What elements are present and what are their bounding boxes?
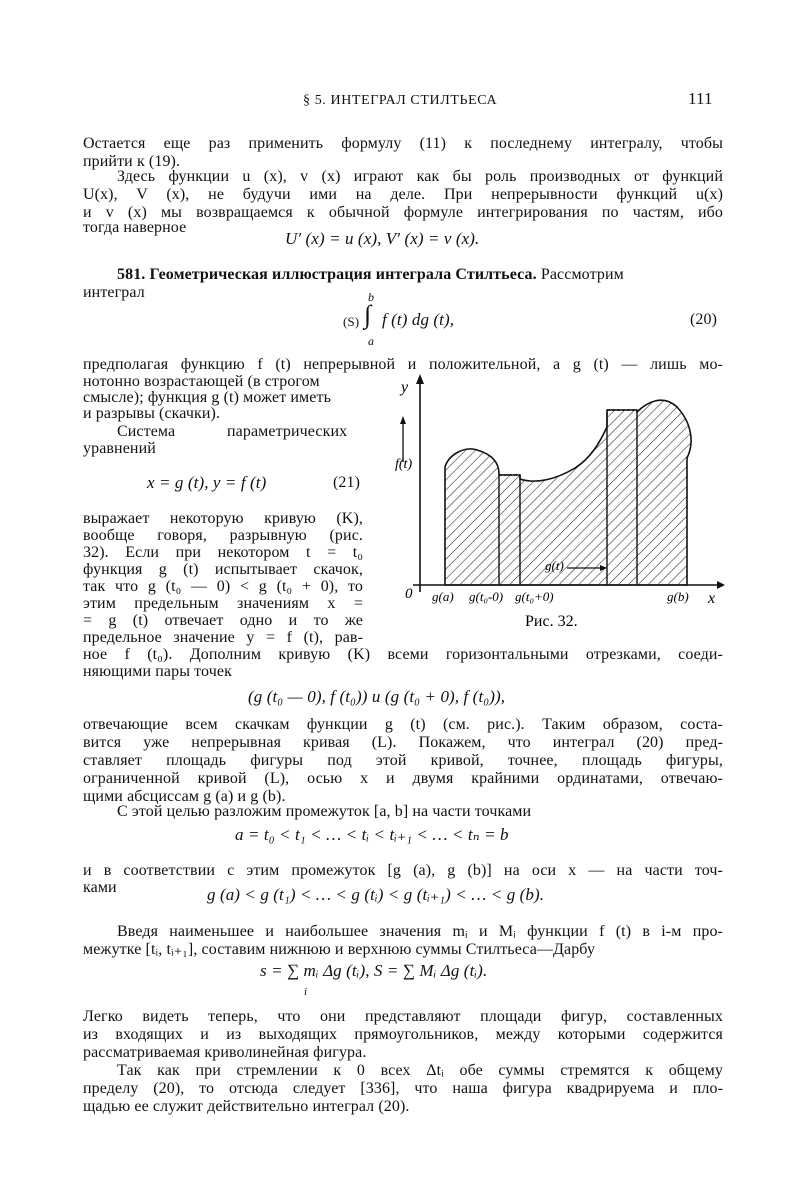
text-line: межутке [tᵢ, tᵢ₊₁], составим нижнюю и верхнюю суммы Стилтьеса—Дарбу: [83, 941, 596, 958]
formula-sums: s = ∑ mᵢ Δg (tᵢ), S = ∑ Mᵢ Δg (tᵢ).: [260, 961, 488, 980]
section-heading-rest: Рассмотрим: [540, 266, 624, 283]
formula-derivatives: U′ (x) = u (x), V′ (x) = v (x).: [285, 229, 480, 248]
integral-lower-limit: a: [368, 334, 375, 348]
formula-pairs: (g (t₀ — 0), f (t₀)) и (g (t₀ + 0), f (t₀)),: [248, 687, 506, 706]
section-number: 581.: [117, 266, 146, 283]
text-line: параметрических: [227, 423, 348, 440]
formula-20-number: (20): [690, 311, 718, 328]
text-line: щими абсциссам g (a) и g (b).: [83, 788, 286, 805]
text-line: вообще говоря, разрывную (рис.: [83, 527, 363, 544]
text-line: няющими пары точек: [83, 663, 232, 680]
text-line: Система: [117, 423, 176, 440]
x-axis-arrow: [717, 581, 725, 589]
text-line: 32). Если при некотором t = t₀: [83, 544, 363, 561]
text-line: пределу (20), то отсюда следует [336], что наша фигура квадрируема и пло-: [83, 1080, 723, 1097]
figure-32: [395, 372, 725, 660]
text-line: уравнений: [83, 440, 156, 457]
text-line: предполагая функцию f (t) непрерывной и положительной, а g (t) — лишь мо-: [83, 356, 723, 373]
x-axis-label: x: [708, 590, 716, 607]
text-line: нотонно возрастающей (в строгом: [83, 373, 320, 390]
text-line: и в соответствии с этим промежуток [g (a), g (b)] на оси x — на части точ-: [83, 862, 723, 879]
text-line: ограниченной кривой (L), осью x и двумя крайними ординатами, отвечаю-: [83, 770, 723, 787]
formula-21-number: (21): [333, 474, 361, 491]
text-line: щадью ее служит действительно интеграл (20).: [83, 1098, 410, 1115]
text-line: вится уже непрерывная кривая (L). Покажем, что интеграл (20) пред-: [83, 734, 723, 751]
page-number: 111: [688, 89, 713, 108]
formula-20-body: f (t) dg (t),: [382, 310, 455, 329]
text-line: ками: [83, 879, 117, 896]
running-header: § 5. ИНТЕГРАЛ СТИЛТЬЕСА: [303, 93, 498, 108]
origin-label: 0: [405, 586, 413, 602]
text-line: выражает некоторую кривую (K),: [83, 510, 363, 527]
formula-partition: a = t₀ < t₁ < … < tᵢ < tᵢ₊₁ < … < tₙ = b: [235, 825, 509, 844]
formula-21: x = g (t), y = f (t): [147, 473, 267, 492]
area-under-curve: [445, 400, 691, 585]
integral-sign: ∫: [364, 300, 372, 329]
text-line: отвечающие всем скачкам функции g (t) (см. рис.). Таким образом, соста-: [83, 716, 723, 733]
formula-sums-index: i: [304, 986, 308, 998]
tick-label-gb: g(b): [667, 589, 689, 604]
text-line: этим предельным значениям x =: [83, 595, 363, 612]
tick-label-gt0-minus: g(t₀-0): [469, 589, 504, 604]
integral-upper-limit: b: [368, 290, 375, 304]
text-line: = g (t) отвечает одно и то же: [83, 612, 363, 629]
text-line: ное f (t₀). Дополним кривую (K) всеми горизонтальными отрезками, соеди-: [83, 646, 723, 663]
text-line: смысле); функция g (t) может иметь: [83, 389, 331, 406]
section-title: Геометрическая иллюстрация интеграла Стилтьеса.: [149, 266, 537, 283]
y-axis-label: y: [401, 379, 409, 396]
figure-caption: Рис. 32.: [525, 613, 578, 630]
ft-arrow-head: [400, 416, 406, 424]
formula-20-prefix: (S): [343, 314, 360, 329]
text-line: и разрывы (скачки).: [83, 405, 221, 422]
text-line: ставляет площадь фигуры под этой кривой, точнее, площадь фигуры,: [83, 752, 723, 769]
text-line: так что g (t₀ — 0) < g (t₀ + 0), то: [83, 578, 363, 595]
ft-label: f(t): [395, 457, 413, 472]
text-line: функция g (t) испытывает скачок,: [83, 561, 363, 578]
text-line: Здесь функции u (x), v (x) играют как бы роль производных от функций: [117, 168, 723, 185]
text-line: U(x), V (x), не будучи ими на деле. При непрерывности функций u(x): [83, 186, 723, 203]
formula-g-partition: g (a) < g (t₁) < … < g (tᵢ) < g (tᵢ₊₁) < … < g (b).: [207, 885, 545, 904]
text-line: тогда наверное: [83, 219, 187, 236]
text-line: Так как при стремлении к 0 всех Δtᵢ обе суммы стремятся к общему: [117, 1062, 723, 1079]
text-line: Введя наименьшее и наибольшее значения mᵢ и Mᵢ функции f (t) в i-м про-: [117, 923, 723, 940]
text-line: предельное значение y = f (t), рав-: [83, 629, 363, 646]
text-line: и v (x) мы возвращаемся к обычной формуле интегрирования по частям, ибо: [83, 204, 723, 221]
text-line: Легко видеть теперь, что они представляют площади фигур, составленных: [83, 1008, 723, 1025]
text-line: прийти к (19).: [83, 153, 181, 170]
y-axis-arrow: [416, 374, 424, 384]
tick-label-ga: g(a): [432, 589, 454, 604]
text-line: Остается еще раз применить формулу (11) к последнему интегралу, чтобы: [83, 135, 723, 152]
text-line: интеграл: [83, 284, 145, 301]
gt-label: g(t): [545, 558, 564, 573]
text-line: из входящих и из выходящих прямоугольников, между которыми содержится: [83, 1026, 723, 1043]
text-line: рассматриваемая криволинейная фигура.: [83, 1044, 367, 1061]
section-heading: [117, 266, 624, 284]
tick-label-gt0-plus: g(t₀+0): [515, 589, 554, 604]
text-line: С этой целью разложим промежуток [a, b] на части точками: [117, 803, 532, 820]
